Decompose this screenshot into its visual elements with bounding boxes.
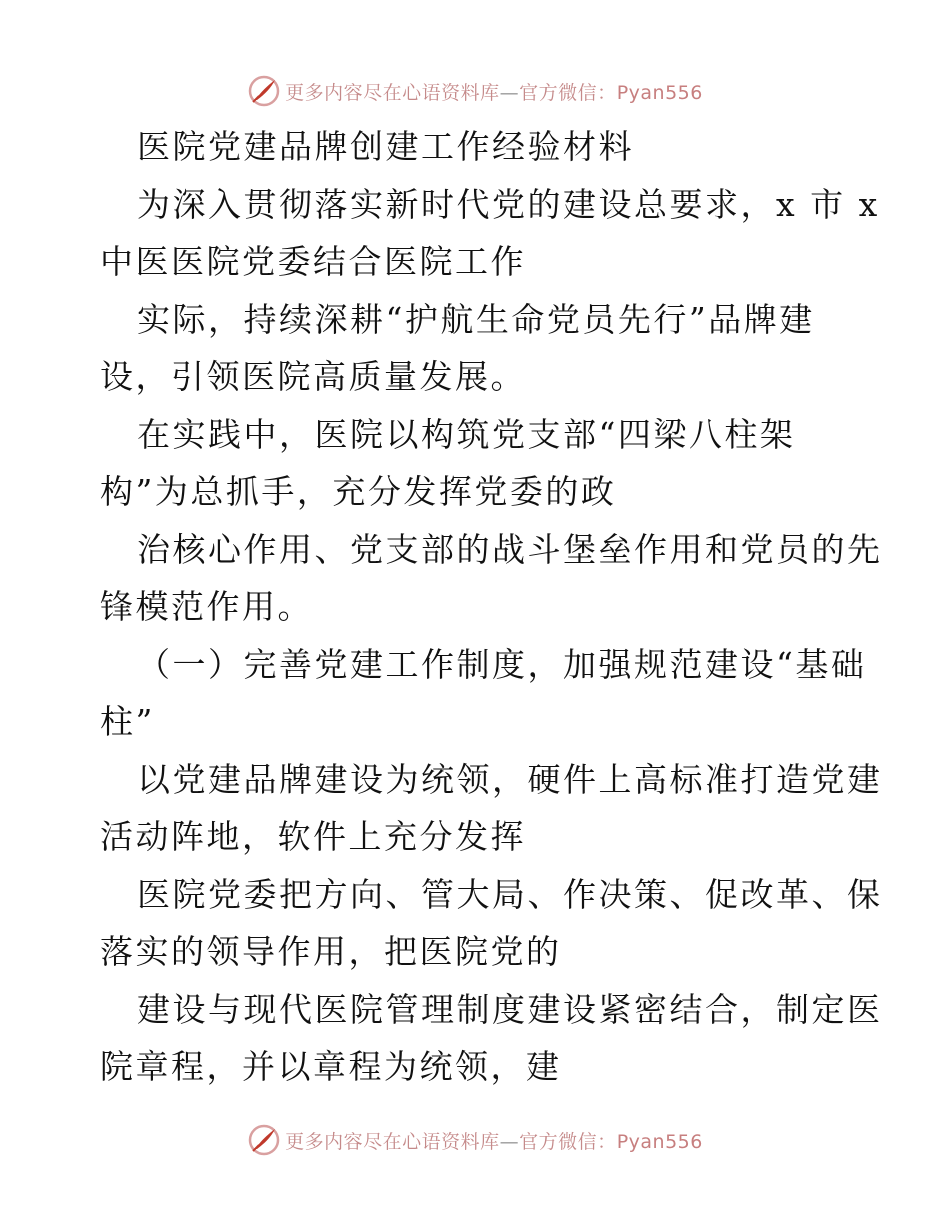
text-line: 锋模范作用。 — [100, 587, 313, 626]
text-line: 院章程，并以章程为统领，建 — [100, 1047, 562, 1086]
text-line: 构”为总抓手，充分发挥党委的政 — [100, 472, 617, 511]
text-line: 医院党建品牌创建工作经验材料 — [137, 127, 634, 166]
text-line: 治核心作用、党支部的战斗堡垒作用和党员的先 — [137, 529, 883, 569]
watermark-header — [0, 71, 950, 111]
text-line: 中医医院党委结合医院工作 — [100, 242, 526, 281]
watermark-official-label: 官方微信： — [519, 81, 617, 104]
text-line: 落实的领导作用，把医院党的 — [100, 932, 562, 971]
text-line: 为深入贯彻落实新时代党的建设总要求，x 市 x — [137, 184, 880, 224]
document-body — [100, 118, 883, 1096]
feather-pen-logo-icon — [247, 74, 281, 108]
text-line: 柱” — [100, 702, 155, 741]
watermark-main-text: 更多内容尽在心语资料库 — [285, 1130, 500, 1153]
watermark-official-label: 官方微信： — [519, 1130, 617, 1153]
watermark-account: Pyan556 — [616, 81, 703, 104]
text-line: 医院党委把方向、管大局、作决策、促改革、保 — [137, 874, 883, 914]
text-line: 以党建品牌建设为统领，硬件上高标准打造党建 — [137, 759, 883, 799]
watermark-text — [285, 78, 703, 105]
text-line: 活动阵地，软件上充分发挥 — [100, 817, 526, 856]
watermark-dash: — — [499, 81, 520, 104]
watermark-account: Pyan556 — [616, 1130, 703, 1153]
text-line: （一）完善党建工作制度，加强规范建设“基础 — [137, 644, 867, 684]
feather-pen-logo-icon — [247, 1123, 281, 1157]
watermark-main-text: 更多内容尽在心语资料库 — [285, 81, 500, 104]
text-line: 实际，持续深耕“护航生命党员先行”品牌建 — [137, 299, 815, 339]
watermark-dash: — — [499, 1130, 520, 1153]
text-line: 设，引领医院高质量发展。 — [100, 357, 526, 396]
watermark-text — [285, 1127, 703, 1154]
text-line: 建设与现代医院管理制度建设紧密结合，制定医 — [137, 989, 883, 1029]
text-line: 在实践中，医院以构筑党支部“四梁八柱架 — [137, 414, 796, 454]
watermark-footer — [0, 1120, 950, 1160]
